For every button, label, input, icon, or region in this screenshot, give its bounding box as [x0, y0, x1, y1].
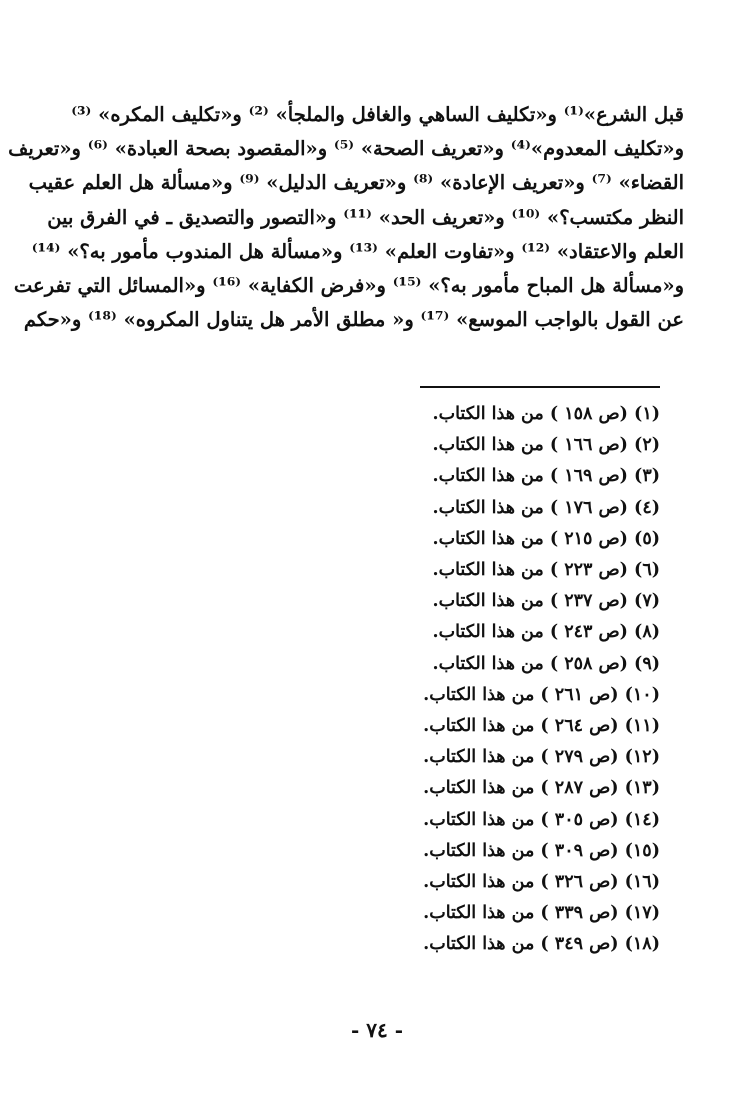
footnote-item: (٣) (ص ١٦٩ ) من هذا الكتاب. [432, 466, 660, 487]
footnote-separator [420, 386, 660, 388]
paragraph-line: العلم والاعتقاد» ⁽¹²⁾ و«تفاوت العلم» ⁽¹³⁾ و«مسألة هل المندوب مأمور به؟» ⁽¹⁴⁾ [31, 239, 684, 263]
footnote-item: (١٥) (ص ٣٠٩ ) من هذا الكتاب. [423, 840, 660, 861]
footnote-item: (٥) (ص ٢١٥ ) من هذا الكتاب. [432, 528, 660, 549]
footnote-item: (٢) (ص ١٦٦ ) من هذا الكتاب. [432, 435, 660, 456]
paragraph-line: القضاء» ⁽⁷⁾ و«تعريف الإعادة» ⁽⁸⁾ و«تعريف الدليل» ⁽⁹⁾ و«مسألة هل العلم عقيب [28, 171, 684, 195]
paragraph-line: عن القول بالواجب الموسع» ⁽¹⁷⁾ و« مطلق الأمر هل يتناول المكروه» ⁽¹⁸⁾ و«حكم [23, 308, 684, 332]
footnote-item: (١١) (ص ٢٦٤ ) من هذا الكتاب. [423, 716, 660, 737]
footnote-item: (٧) (ص ٢٣٧ ) من هذا الكتاب. [432, 591, 660, 612]
paragraph-line: و«تكليف المعدوم»⁽⁴⁾ و«تعريف الصحة» ⁽⁵⁾ و«المقصود بصحة العبادة» ⁽⁶⁾ و«تعريف [8, 137, 684, 161]
footnote-item: (١٧) (ص ٣٣٩ ) من هذا الكتاب. [423, 903, 660, 924]
footnote-item: (١) (ص ١٥٨ ) من هذا الكتاب. [432, 404, 660, 424]
footnote-item: (١٨) (ص ٣٤٩ ) من هذا الكتاب. [423, 934, 660, 955]
footnote-item: (١٦) (ص ٣٢٦ ) من هذا الكتاب. [423, 872, 660, 893]
footnote-item: (١٣) (ص ٢٨٧ ) من هذا الكتاب. [423, 778, 660, 799]
footnote-item: (٩) (ص ٢٥٨ ) من هذا الكتاب. [432, 653, 660, 674]
paragraph-line: قبل الشرع»⁽¹⁾ و«تكليف الساهي والغافل والملجأ» ⁽²⁾ و«تكليف المكره» ⁽³⁾ [71, 103, 684, 126]
main-paragraph [8, 98, 684, 337]
footnote-item: (٤) (ص ١٧٦ ) من هذا الكتاب. [432, 497, 660, 518]
footnote-item: (١٠) (ص ٢٦١ ) من هذا الكتاب. [423, 684, 660, 705]
footnote-item: (١٤) (ص ٣٠٥ ) من هذا الكتاب. [423, 809, 660, 830]
footnotes-list [360, 399, 660, 961]
paragraph-line: النظر مكتسب؟» ⁽¹⁰⁾ و«تعريف الحد» ⁽¹¹⁾ و«التصور والتصديق ـ في الفرق بين [47, 205, 684, 229]
footnote-item: (٦) (ص ٢٢٣ ) من هذا الكتاب. [432, 560, 660, 581]
footnote-item: (٨) (ص ٢٤٣ ) من هذا الكتاب. [432, 622, 660, 643]
page-number: - ٧٤ - [350, 1018, 403, 1042]
footnote-item: (١٢) (ص ٢٧٩ ) من هذا الكتاب. [423, 747, 660, 768]
paragraph-line: و«مسألة هل المباح مأمور به؟» ⁽¹⁵⁾ و«فرض الكفاية» ⁽¹⁶⁾ و«المسائل التي تفرعت [13, 274, 684, 298]
